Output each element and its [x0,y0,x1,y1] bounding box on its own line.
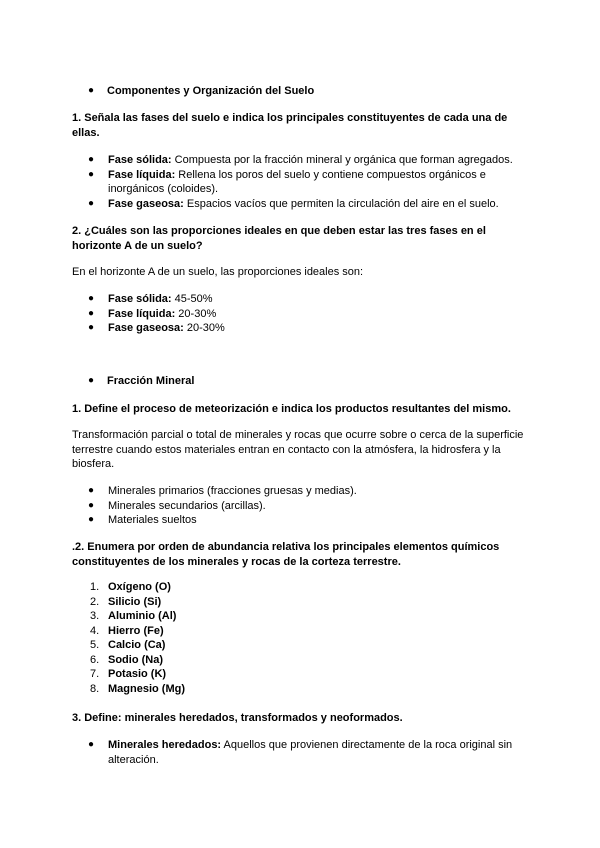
question-title: .2. Enumera por orden de abundancia relativa los principales elementos químicos constituyentes de los minerales y rocas de la corteza terrestre. [72,541,500,568]
question-title: 2. ¿Cuáles son las proporciones ideales en que deben estar las tres fases en el horizonte A de un suelo? [72,225,486,252]
list-item: ● Fase líquida: 20-30% [88,307,217,320]
list-item: 6. Sodio (Na) [90,653,163,666]
list-item: ● Minerales primarios (fracciones gruesas y medias). [88,485,357,497]
bullet-icon: ● [88,375,95,386]
list-item: ● Minerales heredados: Aquellos que provienen directamente de la roca original sin alteración. [88,739,513,766]
paragraph: Transformación parcial o total de minerales y rocas que ocurre sobre o cerca de la superficie terrestre cuando estos materiales entran en contacto con la atmósfera, la hidrosfera y la biosfera. [72,429,524,470]
list-item: 5. Calcio (Ca) [90,639,166,651]
bullet-icon: ● [88,197,95,209]
list-item: ● Fase gaseosa: Espacios vacíos que permiten la circulación del aire en el suelo. [88,197,499,210]
proportion-list [72,292,528,336]
bullet-icon: ● [88,499,95,511]
phase-list [72,153,528,211]
list-item: ● Fase sólida: Compuesta por la fracción mineral y orgánica que forman agregados. [88,154,513,166]
list-item: ● Fase líquida: Rellena los poros del suelo y contiene compuestos orgánicos e inorgánicos (coloides). [88,168,486,195]
bullet-icon: ● [88,307,95,319]
list-item: ● Materiales sueltos [88,514,197,526]
products-list [72,484,528,528]
list-item: ● Minerales secundarios (arcillas). [88,499,266,512]
list-item: 4. Hierro (Fe) [90,624,164,637]
list-item: 1. Oxígeno (O) [90,581,171,593]
bullet-icon: ● [88,154,95,165]
bullet-icon: ● [88,293,95,304]
question-title: 1. Define el proceso de meteorización e indica los productos resultantes del mismo. [72,403,511,415]
paragraph: En el horizonte A de un suelo, las proporciones ideales son: [72,266,364,278]
question-title: 3. Define: minerales heredados, transformados y neoformados. [72,712,403,724]
list-item: 3. Aluminio (Al) [90,610,177,622]
bullet-icon: ● [88,514,95,525]
document-page: ● Componentes y Organización del Suelo 1. Señala las fases del suelo e indica los principales constituyentes de cada una de ellas. ● Fase sólida: Compuesta por la fracción mineral y orgánica que forman agregados. ● Fase líquida: Rellena los poros del suelo y contiene compuestos orgánicos e inorgánicos (coloides). ● Fase gaseosa: Espacios vacíos que permiten la circulación del aire en el suelo. 2. ¿Cuáles son las proporciones ideales en que deben estar las tres fases en el horizonte A de un suelo? En el horizonte A de un suelo, las proporciones ideales son: ● Fase sólida: 45-50% ● Fase líquida: 20-30% ● Fase gaseosa: 20-30% ● Fracción Mineral 1. Define el proceso de meteorización e indica los productos resultantes del mismo. Transformación parcial o total de minerales y rocas que ocurre sobre o cerca de la superficie terrestre cuando estos materiales entran en contacto con la atmósfera, la hidrosfera y la biosfera. ● Minerales primarios (fracciones gruesas y medias). ● Minerales secundarios (arcillas). ● Materiales sueltos .2. Enumera por orden de abundancia relativa los principales elementos químicos constituyentes de los minerales y rocas de la corteza terrestre. 1. Oxígeno (O) 2. Silicio (Si) 3. Aluminio (Al) 4. Hierro (Fe) 5. Calcio (Ca) 6. Sodio (Na) 7. Potasio (K) 8. Magnesio (Mg) 3. Define: minerales heredados, transformados y neoformados. ● Minerales heredados: Aquellos que provienen directamente de la roca original sin alteración. [0,0,600,848]
list-item: 7. Potasio (K) [90,668,167,680]
question-title: 1. Señala las fases del suelo e indica los principales constituyentes de cada una de ellas. [72,112,508,139]
bullet-icon: ● [88,739,95,750]
bullet-icon: ● [88,168,95,180]
bullet-icon: ● [88,85,95,96]
minerals-list [72,738,528,767]
bullet-icon: ● [88,322,95,333]
bullet-icon: ● [88,485,95,496]
elements-list [72,580,528,696]
list-item: ● Fase gaseosa: 20-30% [88,322,225,334]
list-item: ● Fase sólida: 45-50% [88,293,213,305]
list-item: 8. Magnesio (Mg) [90,682,185,695]
list-item: 2. Silicio (Si) [90,595,162,608]
